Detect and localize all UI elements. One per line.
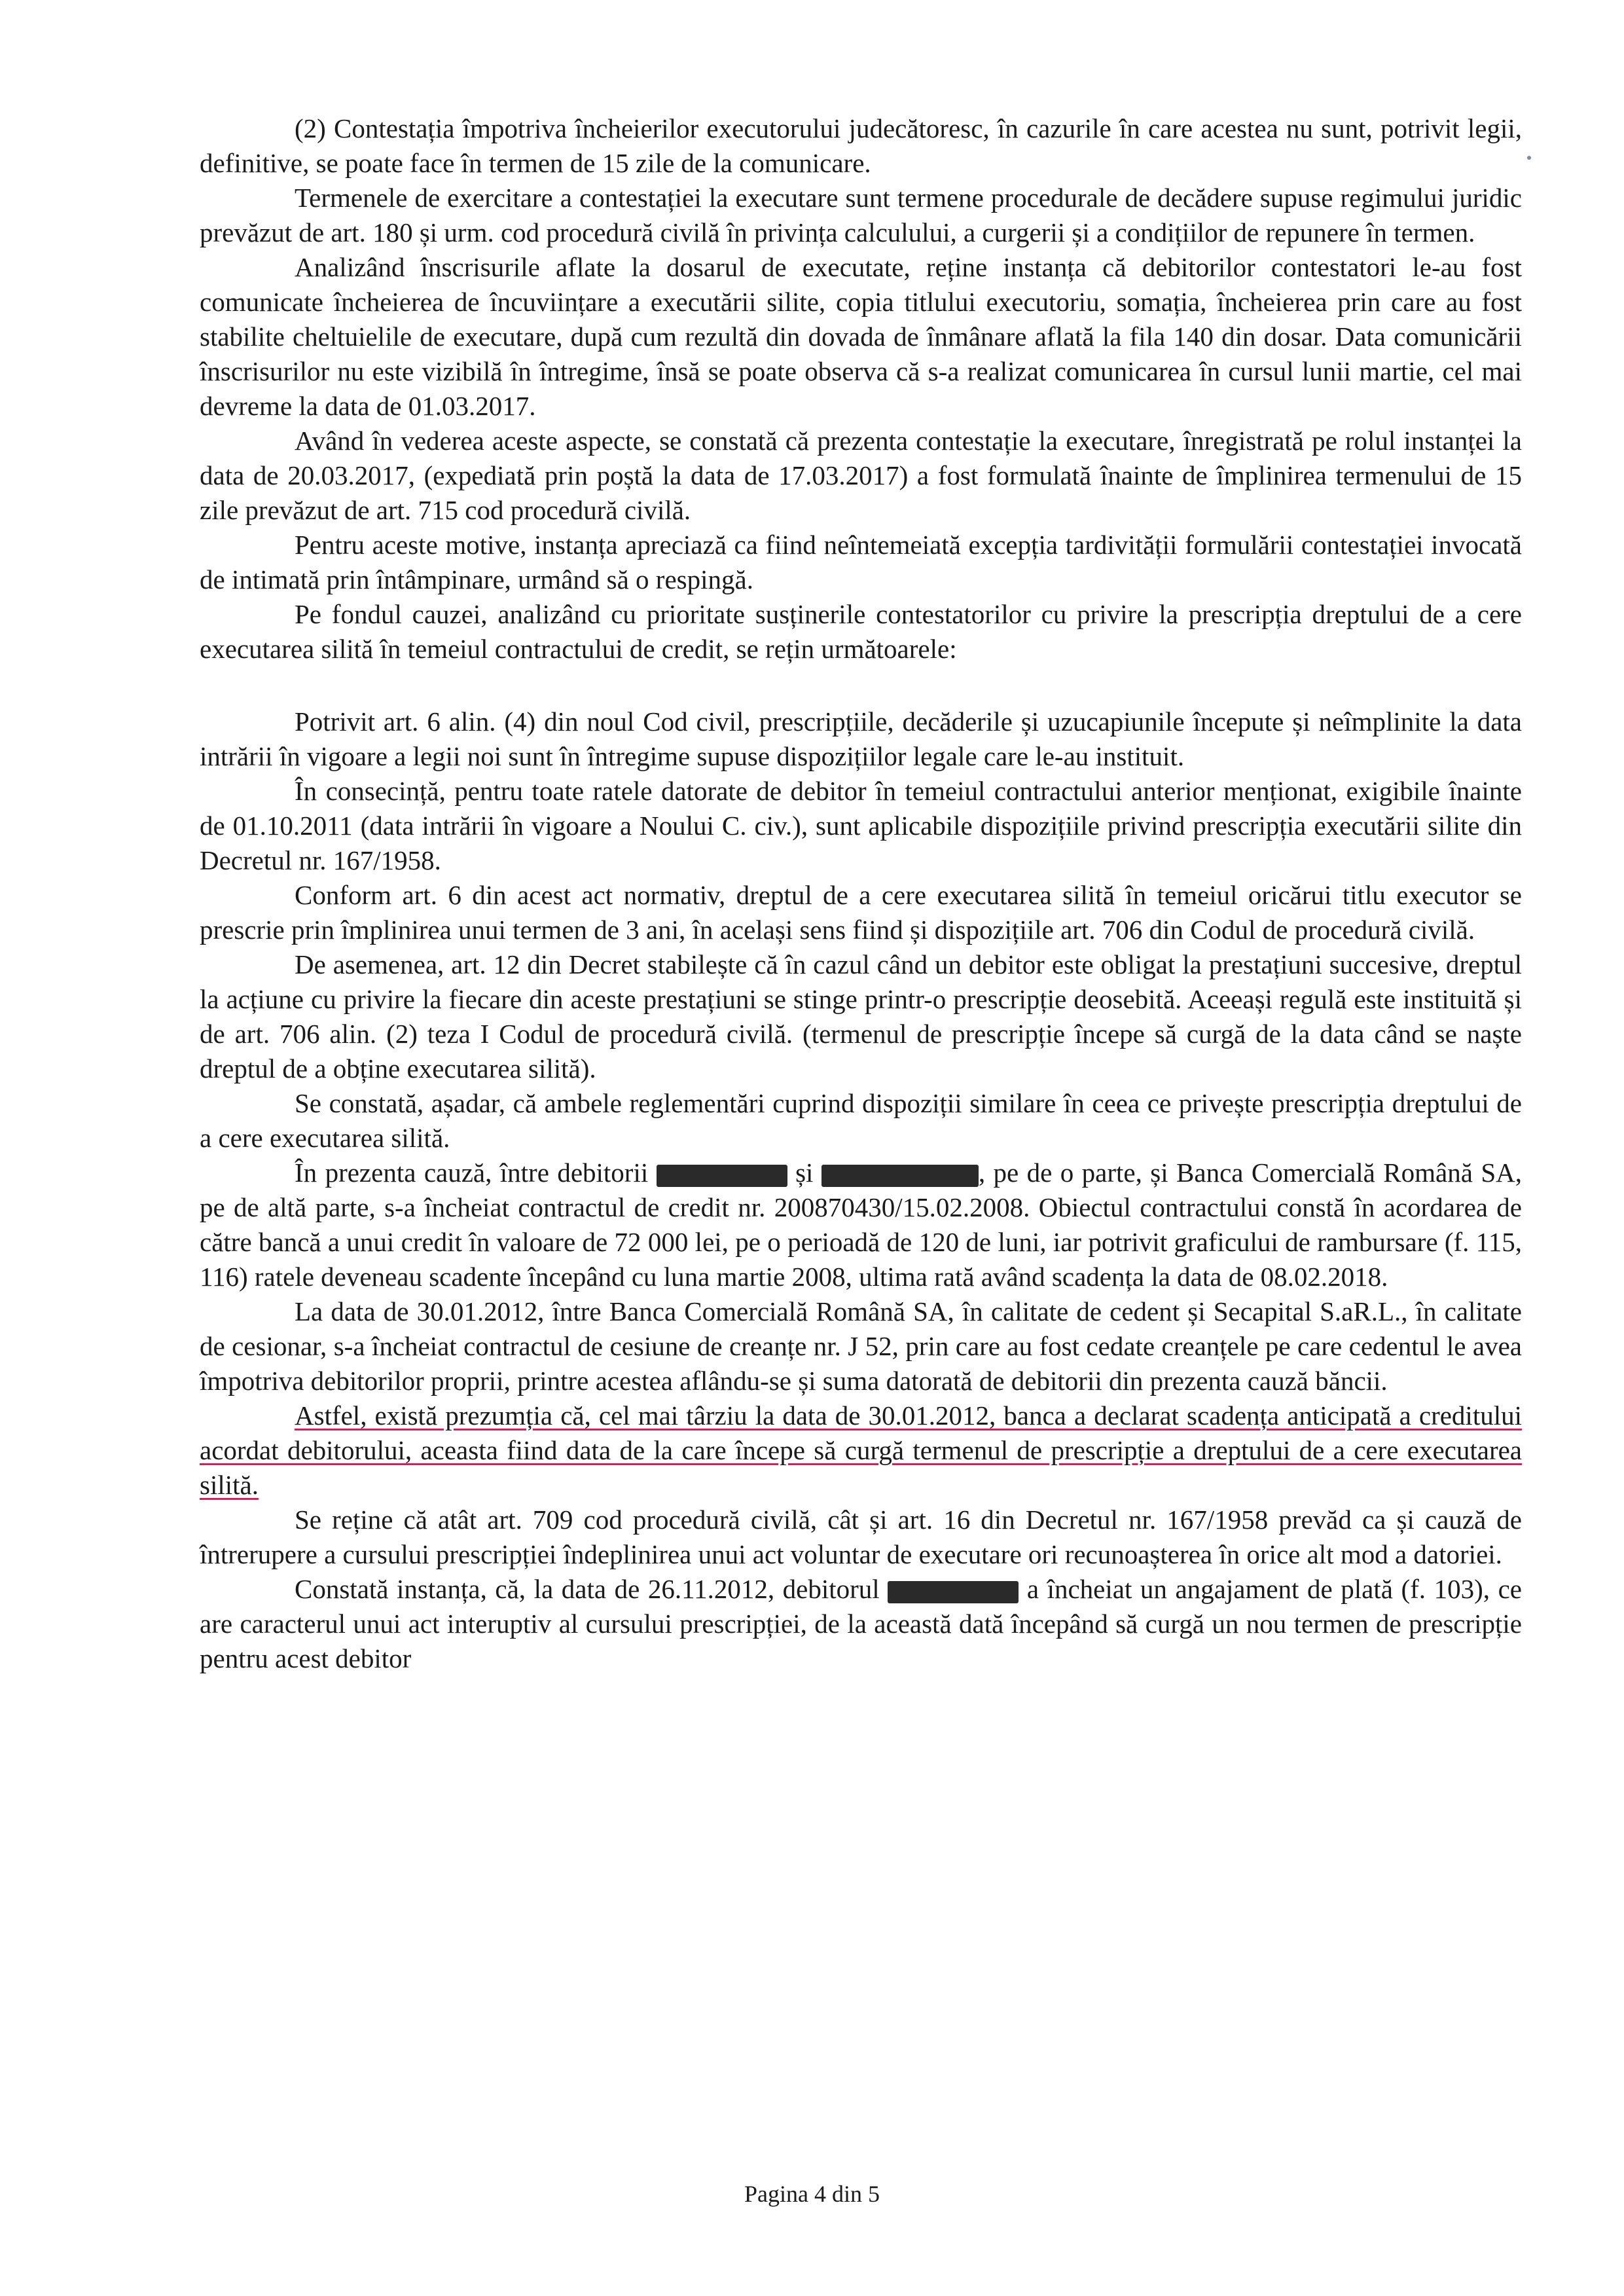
paragraph-prezumtie-underlined: Astfel, există prezumția că, cel mai târziu la data de 30.01.2012, banca a declarat scadența anticipată a creditului acordat debitorului, aceasta fiind data de la care începe să curgă termenul de prescripție a dreptului de a cere executarea silită.	[200, 1400, 1522, 1500]
paragraph-consecinta: În consecință, pentru toate ratele datorate de debitor în temeiul contractului anterior menționat, exigibile înainte de 01.10.2011 (data intrării în vigoare a Noului C. civ.), sunt aplicabile dispozițiile privind prescripția executării silite din Decretul nr. 167/1958.	[200, 776, 1522, 875]
paragraph-angajament-plata: Constată instanța, că, la data de 26.11.2012, debitorul a încheiat un angajament de plată (f. 103), ce are caracterul unui act interuptiv al cursului prescripției, de la această dată începând să curgă un nou termen de prescripție pentru acest debitor	[200, 1574, 1522, 1673]
redacted-name	[657, 1165, 787, 1187]
paragraph-contestatie-incheieri: (2) Contestația împotriva încheierilor executorului judecătoresc, în cazurile în care acestea nu sunt, potrivit legii, definitive, se poate face în termen de 15 zile de la comunicare.	[200, 113, 1522, 178]
paragraph-art-6: Conform art. 6 din acest act normativ, dreptul de a cere executarea silită în temeiul oricărui titlu executor se prescrie prin împlinirea unui termen de 3 ani, în același sens fiind și dispozițiile art. 706 din Codul de procedură civilă.	[200, 880, 1522, 945]
redacted-name	[821, 1165, 979, 1187]
paragraph-analiza-inscrisuri: Analizând înscrisurile aflate la dosarul de executate, reține instanța că debitorilor contestatori le-au fost comunicate încheierea de încuviințare a executării silite, copia titlului executoriu, somația, încheierea prin care au fost stabilite cheltuielile de executare, după cum rezultă din dovada de înmânare aflată la fila 140 din dosar. Data comunicării înscrisurilor nu este vizibilă în întregime, însă se poate observa că s-a realizat comunicarea în cursul lunii martie, cel mai devreme la data de 01.03.2017.	[200, 252, 1522, 421]
paragraph-intrerupere: Se reține că atât art. 709 cod procedură civilă, cât și art. 16 din Decretul nr. 167/1958 prevăd ca și cauză de întrerupere a cursului prescripției îndeplinirea unui act voluntar de executare ori recunoașterea în orice alt mod a datoriei.	[200, 1504, 1522, 1569]
paragraph-cesiune: La data de 30.01.2012, între Banca Comercială Română SA, în calitate de cedent și Secapital S.aR.L., în calitate de cesionar, s-a încheiat contractul de cesiune de creanțe nr. J 52, prin care au fost cedate creanțele pe care cedentul le avea împotriva debitorilor proprii, printre acestea aflându-se și suma datorată de debitorii din prezenta cauză băncii.	[200, 1296, 1522, 1396]
paragraph-art-12: De asemenea, art. 12 din Decret stabilește că în cazul când un debitor este obligat la prestațiuni succesive, dreptul la acțiune cu privire la fiecare din aceste prestațiuni se stinge printr-o prescripție deosebită. Aceeași regulă este instituită și de art. 706 alin. (2) teza I Codul de procedură civilă. (termenul de prescripție începe să curgă de la data când se naște dreptul de a obține executarea silită).	[200, 949, 1522, 1084]
paragraph-fondul-cauzei: Pe fondul cauzei, analizând cu prioritate susținerile contestatorilor cu privire la prescripția dreptului de a cere executarea silită în temeiul contractului de credit, se rețin următoarele:	[200, 599, 1522, 664]
scan-speck	[1527, 156, 1531, 160]
paragraph-cod-civil: Potrivit art. 6 alin. (4) din noul Cod civil, prescripțiile, decăderile și uzucapiunile începute și neîmplinite la data intrării în vigoare a legii noi sunt în întregime supuse dispozițiilor legale care le-au instituit.	[200, 706, 1522, 771]
paragraph-termene-exercitare: Termenele de exercitare a contestației la executare sunt termene procedurale de decădere supuse regimului juridic prevăzut de art. 180 și urm. cod procedură civilă în privința calculului, a curgerii și a condițiilor de repunere în termen.	[200, 183, 1522, 247]
document-body	[200, 111, 1522, 1676]
paragraph-reglementari: Se constată, așadar, că ambele reglementări cuprind dispoziții similare în ceea ce privește prescripția dreptului de a cere executarea silită.	[200, 1088, 1522, 1153]
redacted-name	[888, 1581, 1019, 1603]
paragraph-gap	[200, 666, 1522, 704]
paragraph-exceptie-tardivitate: Pentru aceste motive, instanța apreciază ca fiind neîntemeiată excepția tardivității formulării contestației invocată de intimată prin întâmpinare, urmând să o respingă.	[200, 530, 1522, 594]
paragraph-contestatie-termen: Având în vederea aceste aspecte, se constată că prezenta contestație la executare, înregistrată pe rolul instanței la data de 20.03.2017, (expediată prin poștă la data de 17.03.2017) a fost formulată înainte de împlinirea termenului de 15 zile prevăzut de art. 715 cod procedură civilă.	[200, 426, 1522, 525]
paragraph-contract-credit: În prezenta cauză, între debitorii și , pe de o parte, și Banca Comercială Română SA, pe de altă parte, s-a încheiat contractul de credit nr. 200870430/15.02.2008. Obiectul contractului constă în acordarea de către bancă a unui credit în valoare de 72 000 lei, pe o perioadă de 120 de luni, iar potrivit graficului de rambursare (f. 115, 116) ratele deveneau scadente începând cu luna martie 2008, ultima rată având scadența la data de 08.02.2018.	[200, 1157, 1522, 1292]
page-number: Pagina 4 din 5	[744, 2181, 880, 2207]
